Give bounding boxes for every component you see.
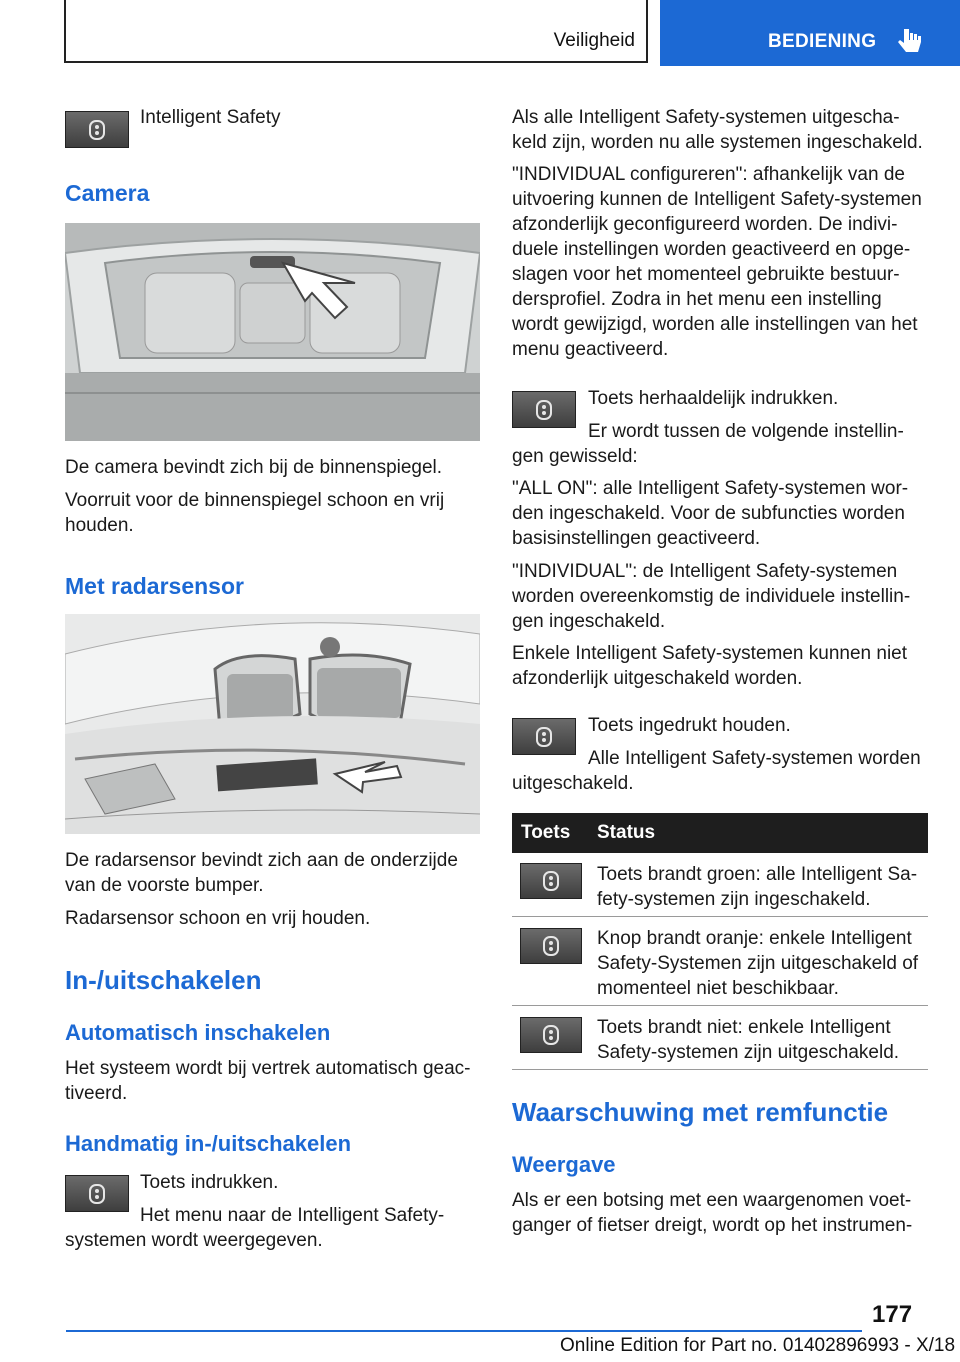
intelligent-safety-icon [89, 120, 105, 140]
table-divider [512, 1069, 928, 1070]
intelligent-safety-button-image [520, 928, 582, 964]
right-text-5b: afzonderlijk uitgeschakeld worden. [512, 668, 803, 689]
table-row-1-line-1: Toets brandt groen: alle Intelligent Sa- [597, 864, 918, 885]
repeat-press-text-2: Er wordt tussen de volgende instellin- [588, 421, 904, 442]
camera-text-2a: Voorruit voor de binnenspiegel schoon en vrij [65, 490, 445, 511]
right-text-4c: gen ingeschakeld. [512, 611, 666, 632]
footer-edition: Online Edition for Part no. 01402896993 - X/18 [560, 1335, 956, 1356]
camera-text-2b: houden. [65, 515, 134, 536]
intelligent-safety-icon [89, 1184, 105, 1204]
right-text-6a: Als er een botsing met een waargenomen voet- [512, 1190, 912, 1211]
table-row-1-line-2: fety-systemen zijn ingeschakeld. [597, 889, 871, 910]
hold-press-text: Toets ingedrukt houden. [588, 715, 791, 736]
auto-switch-heading: Automatisch inschakelen [65, 1020, 331, 1045]
table-row-3-line-2: Safety-systemen zijn uitgeschakeld. [597, 1042, 900, 1063]
right-text-2e: slagen voor het momenteel gebruikte bestuur- [512, 264, 900, 285]
camera-text-1: De camera bevindt zich bij de binnenspiegel. [65, 457, 443, 478]
intelligent-safety-button-image [520, 863, 582, 899]
hold-press-text-2: Alle Intelligent Safety-systemen worden [588, 748, 921, 769]
table-col-toets: Toets [521, 822, 571, 843]
right-text-2c: afzonderlijk geconfigureerd worden. De indivi- [512, 214, 898, 235]
right-text-4a: "INDIVIDUAL": de Intelligent Safety-systemen [512, 561, 898, 582]
header-section-bediening[interactable] [660, 0, 960, 66]
hand-pointer-icon [897, 27, 923, 55]
right-text-2f: dersprofiel. Zodra in het menu een instelling [512, 289, 882, 310]
table-col-status: Status [597, 822, 656, 843]
table-divider [512, 1005, 928, 1006]
switching-heading: In-/uitschakelen [65, 965, 262, 995]
radar-heading: Met radarsensor [65, 573, 244, 599]
intelligent-safety-button-image [512, 718, 576, 755]
right-text-3c: basisinstellingen geactiveerd. [512, 528, 761, 549]
intelligent-safety-button-image [65, 1175, 129, 1212]
manual-switch-text-2b: systemen wordt weergegeven. [65, 1230, 323, 1251]
auto-switch-text-b: tiveerd. [65, 1083, 128, 1104]
intelligent-safety-icon [543, 1025, 559, 1045]
intelligent-safety-button-image [65, 111, 129, 148]
right-text-2d: duele instellingen worden geactiveerd en opge- [512, 239, 911, 260]
right-text-5a: Enkele Intelligent Safety-systemen kunnen niet [512, 643, 908, 664]
right-text-2b: uitvoering kunnen de Intelligent Safety-systemen [512, 189, 922, 210]
status-table-header [512, 813, 928, 853]
auto-switch-text-a: Het systeem wordt bij vertrek automatisch geac- [65, 1058, 471, 1079]
table-row-3-line-1: Toets brandt niet: enkele Intelligent [597, 1017, 891, 1038]
intelligent-safety-icon [536, 727, 552, 747]
front-bumper-radar-image [65, 614, 480, 834]
repeat-press-text: Toets herhaaldelijk indrukken. [588, 388, 839, 409]
manual-switch-heading: Handmatig in-/uitschakelen [65, 1131, 352, 1156]
right-text-1a: Als alle Intelligent Safety-systemen uitgescha- [512, 107, 900, 128]
right-text-6b: ganger of fietser dreigt, wordt op het instrumen- [512, 1215, 913, 1236]
intelligent-safety-icon [543, 936, 559, 956]
interior-rear-view-camera-image [65, 223, 480, 441]
radar-text-2: Radarsensor schoon en vrij houden. [65, 908, 371, 929]
right-text-2h: menu geactiveerd. [512, 339, 669, 360]
right-text-4b: worden overeenkomstig de individuele instellin- [512, 586, 911, 607]
radar-text-1b: van de voorste bumper. [65, 875, 264, 896]
right-text-2a: "INDIVIDUAL configureren": afhankelijk van de [512, 164, 905, 185]
right-text-3a: "ALL ON": alle Intelligent Safety-systemen wor- [512, 478, 909, 499]
radar-text-1a: De radarsensor bevindt zich aan de onderzijde [65, 850, 458, 871]
table-row-2-line-2: Safety-Systemen zijn uitgeschakeld of [597, 953, 919, 974]
camera-heading: Camera [65, 180, 150, 206]
footer-divider [66, 1330, 862, 1332]
intelligent-safety-label: Intelligent Safety [140, 107, 281, 128]
right-text-3b: den ingeschakeld. Voor de subfuncties worden [512, 503, 905, 524]
table-row-2-line-1: Knop brandt oranje: enkele Intelligent [597, 928, 912, 949]
intelligent-safety-button-image [512, 391, 576, 428]
intelligent-safety-icon [536, 400, 552, 420]
intelligent-safety-icon [543, 871, 559, 891]
warning-heading: Waarschuwing met remfunctie [512, 1097, 889, 1127]
header-tab-veiligheid[interactable]: Veiligheid [553, 30, 635, 51]
manual-switch-text-2a: Het menu naar de Intelligent Safety- [140, 1205, 445, 1226]
hold-press-text-3: uitgeschakeld. [512, 773, 634, 794]
intelligent-safety-button-image [520, 1017, 582, 1053]
page-number: 177 [872, 1301, 913, 1328]
repeat-press-text-3: gen gewisseld: [512, 446, 638, 467]
manual-switch-text-1: Toets indrukken. [140, 1172, 279, 1193]
display-heading: Weergave [512, 1152, 616, 1177]
right-text-1b: keld zijn, worden nu alle systemen ingeschakeld. [512, 132, 923, 153]
table-row-2-line-3: momenteel niet beschikbaar. [597, 978, 839, 999]
table-divider [512, 916, 928, 917]
header-section-label: BEDIENING [768, 31, 877, 52]
right-text-2g: wordt gewijzigd, worden alle instellingen van het [512, 314, 918, 335]
